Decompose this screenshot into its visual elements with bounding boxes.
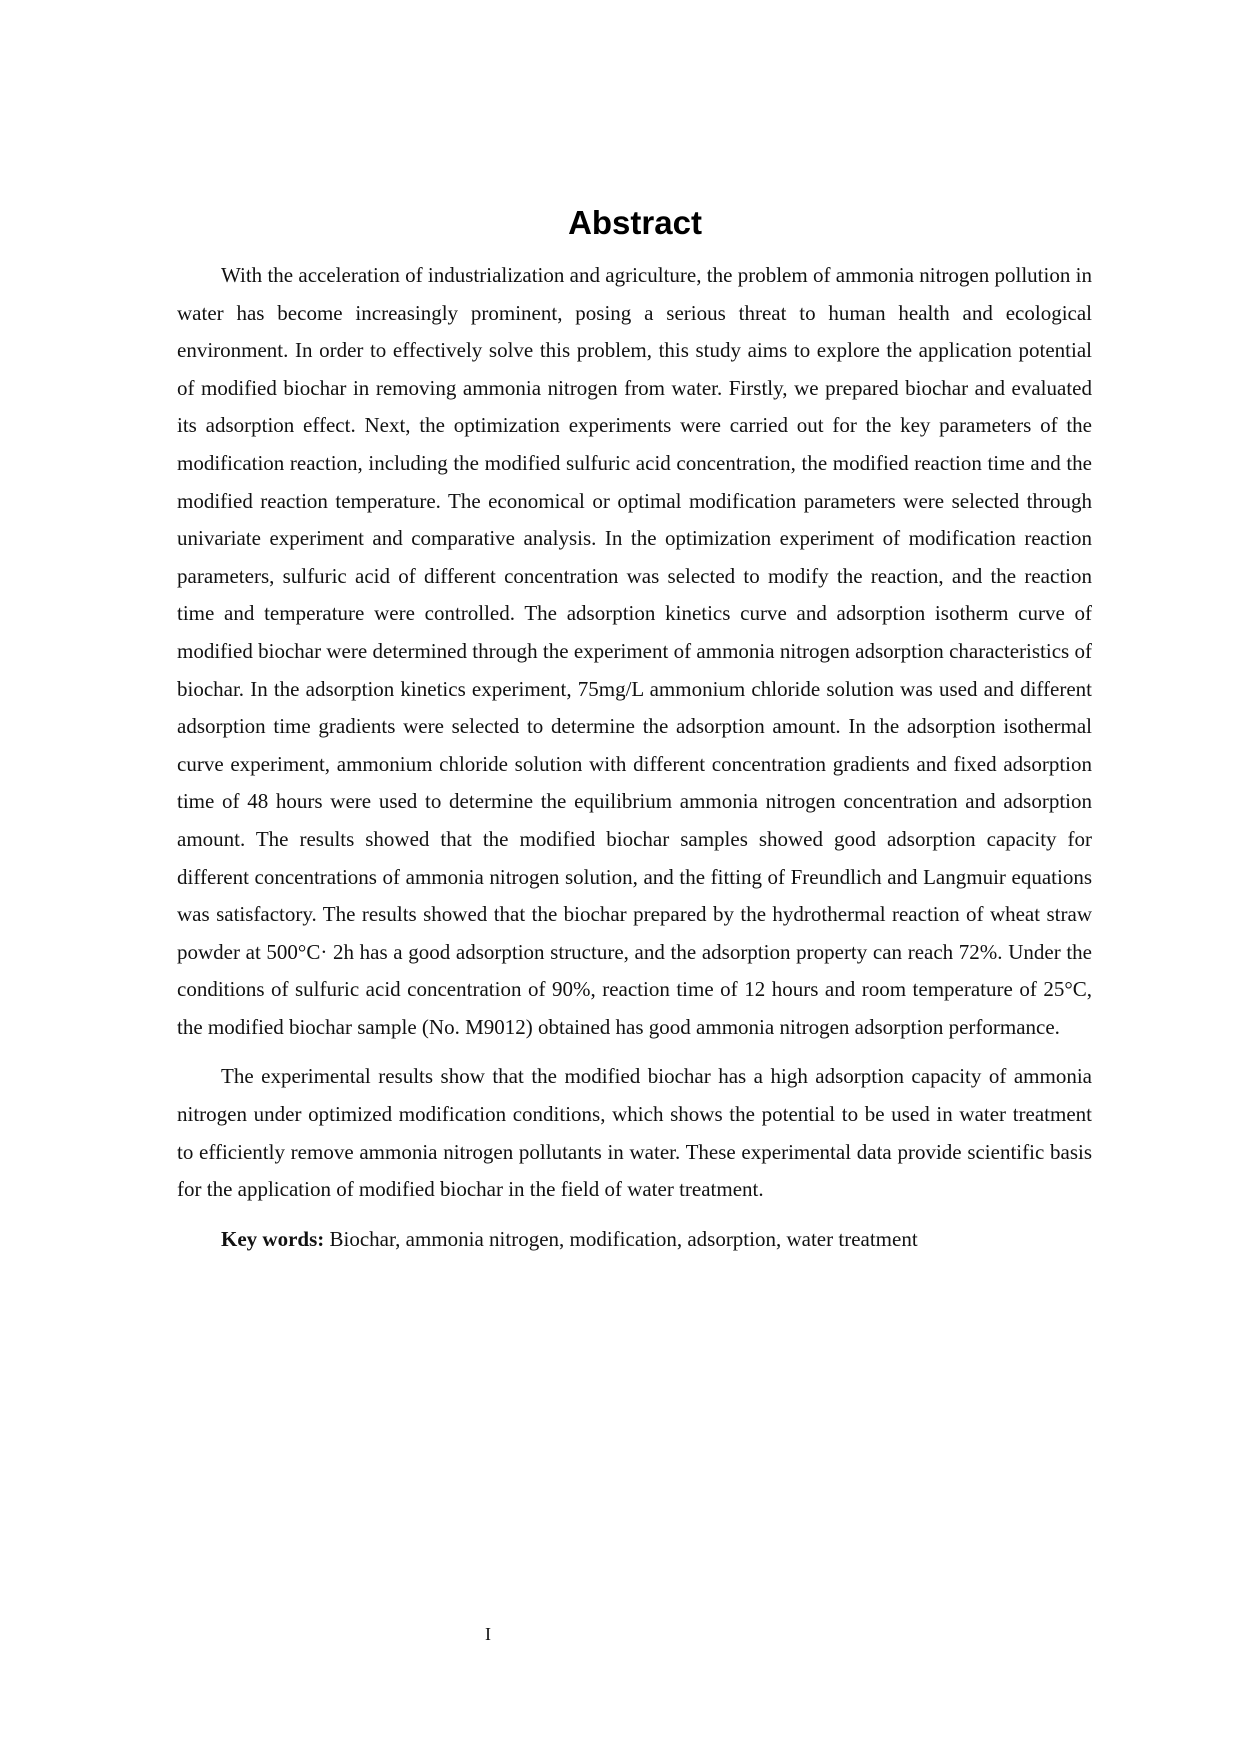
keywords-line xyxy=(177,1221,1092,1259)
abstract-paragraph-1: With the acceleration of industrialization and agriculture, the problem of ammonia nitrogen pollution in water has become increasingly prominent, posing a serious threat to human health and ecological environment. In order to effectively solve this problem, this study aims to explore the application potential of modified biochar in removing ammonia nitrogen from water. Firstly, we prepared biochar and evaluated its adsorption effect. Next, the optimization experiments were carried out for the key parameters of the modification reaction, including the modified sulfuric acid concentration, the modified reaction time and the modified reaction temperature. The economical or optimal modification parameters were selected through univariate experiment and comparative analysis. In the optimization experiment of modification reaction parameters, sulfuric acid of different concentration was selected to modify the reaction, and the reaction time and temperature were controlled. The adsorption kinetics curve and adsorption isotherm curve of modified biochar were determined through the experiment of ammonia nitrogen adsorption characteristics of biochar. In the adsorption kinetics experiment, 75mg/L ammonium chloride solution was used and different adsorption time gradients were selected to determine the adsorption amount. In the adsorption isothermal curve experiment, ammonium chloride solution with different concentration gradients and fixed adsorption time of 48 hours were used to determine the equilibrium ammonia nitrogen concentration and adsorption amount. The results showed that the modified biochar samples showed good adsorption capacity for different concentrations of ammonia nitrogen solution, and the fitting of Freundlich and Langmuir equations was satisfactory. The results showed that the biochar prepared by the hydrothermal reaction of wheat straw powder at 500°C· 2h has a good adsorption structure, and the adsorption property can reach 72%. Under the conditions of sulfuric acid concentration of 90%, reaction time of 12 hours and room temperature of 25°C, the modified biochar sample (No. M9012) obtained has good ammonia nitrogen adsorption performance. xyxy=(177,263,1092,1039)
abstract-paragraph-2: The experimental results show that the modified biochar has a high adsorption capacity of ammonia nitrogen under optimized modification conditions, which shows the potential to be used in water treatment to efficiently remove ammonia nitrogen pollutants in water. These experimental data provide scientific basis for the application of modified biochar in the field of water treatment. xyxy=(177,1064,1092,1202)
keywords-text: Biochar, ammonia nitrogen, modification, adsorption, water treatment xyxy=(329,1226,918,1251)
abstract-title: Abstract xyxy=(568,204,702,241)
keywords-label: Key words: xyxy=(221,1226,325,1251)
abstract-body xyxy=(177,257,1092,1258)
page-number: I xyxy=(485,1624,491,1644)
